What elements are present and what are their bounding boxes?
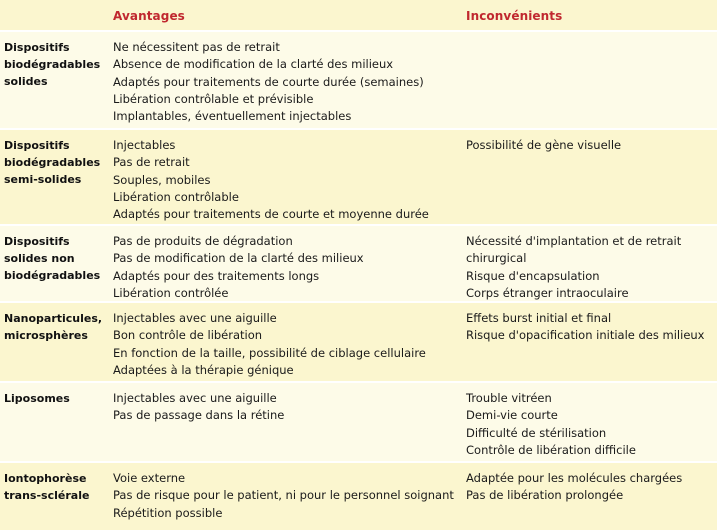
drawback-item: Risque d'encapsulation — [466, 268, 600, 283]
row-label: Liposomes — [4, 392, 70, 405]
advantage-item: Voie externe — [113, 471, 186, 485]
row-label: Iontophorèse trans-sclérale — [4, 472, 90, 502]
row-label: Dispositifs solides non biodégradables — [4, 235, 101, 282]
table-row — [0, 30, 717, 130]
drawback-item: chirurgical — [466, 251, 527, 266]
advantages-list — [113, 233, 364, 302]
advantage-item: Bon contrôle de libération — [113, 328, 263, 343]
row-label: Dispositifs biodégradables solides — [4, 41, 101, 88]
advantages-list — [113, 310, 426, 379]
advantage-item: Injectables avec une aiguille — [113, 311, 277, 325]
drawback-item: Corps étranger intraoculaire — [466, 285, 629, 300]
advantages-list — [113, 39, 424, 125]
drawback-item: Adaptée pour les molécules chargées — [466, 471, 683, 485]
drawbacks-list — [466, 390, 636, 459]
drawback-item: Possibilité de gène visuelle — [466, 138, 622, 152]
table-row — [0, 128, 717, 226]
drawback-item: Effets burst initial et final — [466, 311, 612, 325]
advantage-item: Souples, mobiles — [113, 172, 211, 187]
drawbacks-list — [466, 470, 682, 505]
drawbacks-list — [466, 137, 621, 154]
advantage-item: Pas de retrait — [113, 155, 190, 170]
advantage-item: Pas de risque pour le patient, ni pour le personnel soignant — [113, 488, 454, 503]
table-row — [0, 224, 717, 303]
advantage-item: En fonction de la taille, possibilité de ciblage cellulaire — [113, 345, 426, 360]
advantage-item: Pas de modification de la clarté des milieux — [113, 251, 364, 266]
advantage-item: Pas de produits de dégradation — [113, 234, 293, 248]
drawback-item: Risque d'opacification initiale des milieux — [466, 328, 705, 343]
drawback-item: Nécessité d'implantation et de retrait — [466, 234, 682, 248]
drawback-item: Difficulté de stérilisation — [466, 425, 607, 440]
advantage-item: Adaptés pour des traitements longs — [113, 268, 320, 283]
drawback-item: Pas de libération prolongée — [466, 488, 624, 503]
advantage-item: Injectables — [113, 138, 176, 152]
advantage-item: Absence de modification de la clarté des milieux — [113, 57, 394, 72]
table-row — [0, 301, 717, 383]
row-label: Nanoparticules, microsphères — [4, 312, 103, 342]
header-advantages: Avantages — [113, 9, 185, 23]
advantage-item: Adaptés pour traitements de courte et moyenne durée — [113, 207, 429, 222]
advantage-item: Libération contrôlable — [113, 189, 239, 204]
advantage-item: Adaptés pour traitements de courte durée (semaines) — [113, 74, 424, 89]
advantages-list — [113, 137, 429, 223]
advantage-item: Implantables, éventuellement injectables — [113, 109, 352, 124]
drawbacks-list — [466, 310, 705, 345]
advantage-item: Pas de passage dans la rétine — [113, 408, 285, 423]
advantage-item: Ne nécessitent pas de retrait — [113, 40, 280, 54]
table-row — [0, 381, 717, 463]
advantages-list — [113, 390, 284, 425]
advantage-item: Répétition possible — [113, 505, 223, 520]
drawback-item: Contrôle de libération difficile — [466, 442, 636, 457]
advantage-item: Adaptées à la thérapie génique — [113, 362, 294, 377]
row-label: Dispositifs biodégradables semi-solides — [4, 139, 101, 186]
header-drawbacks: Inconvénients — [466, 9, 563, 23]
advantage-item: Libération contrôlable et prévisible — [113, 91, 314, 106]
table-row — [0, 461, 717, 530]
table-header — [0, 0, 717, 31]
advantage-item: Injectables avec une aiguille — [113, 391, 277, 405]
advantage-item: Libération contrôlée — [113, 285, 229, 300]
drawback-item: Trouble vitréen — [466, 391, 552, 405]
drawback-item: Demi-vie courte — [466, 408, 558, 423]
drawbacks-list — [466, 233, 681, 302]
advantages-list — [113, 470, 454, 522]
